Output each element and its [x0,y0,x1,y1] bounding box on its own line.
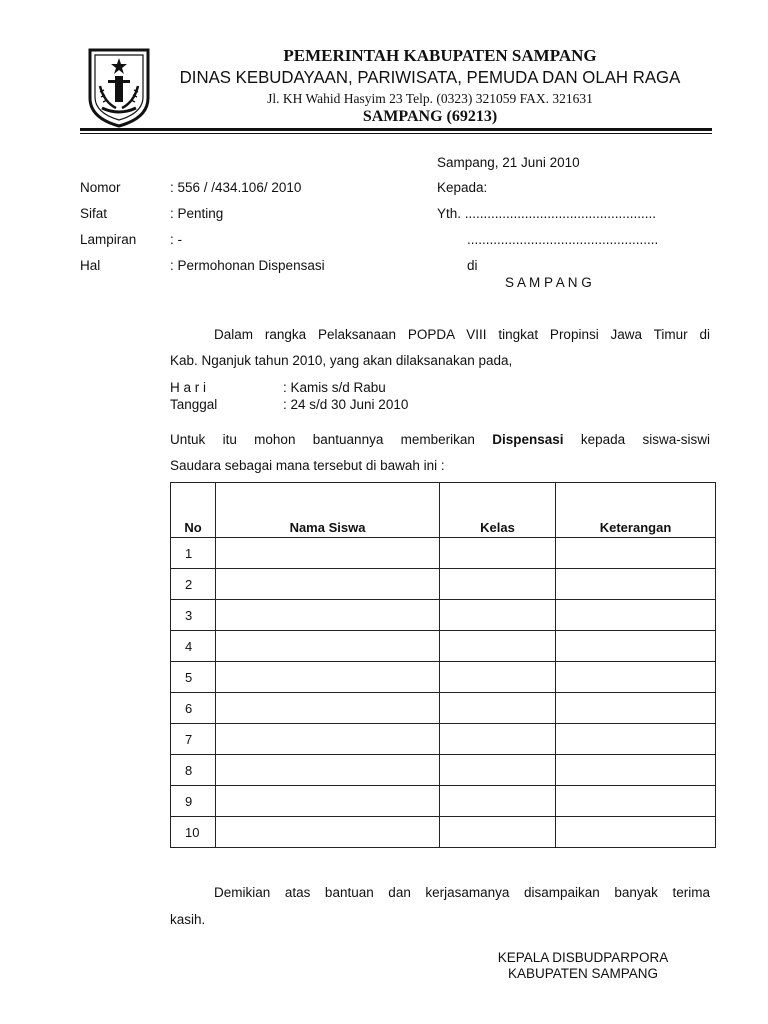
table-row [171,662,716,693]
row-number: 5 [171,662,216,693]
row-number: 10 [171,817,216,848]
place-date: Sampang, 21 Juni 2010 [437,155,580,170]
paragraph-2-bold: Dispensasi [492,432,564,447]
notes-cell [556,693,716,724]
signature-regency: KABUPATEN SAMPANG [507,966,659,981]
closing-line-1: Demikian atas bantuan dan kerjasamanya disampaikan banyak terima [214,885,710,900]
class-cell [440,600,556,631]
name-cell [216,538,440,569]
class-cell [440,786,556,817]
table-row [171,538,716,569]
table-row [171,569,716,600]
notes-cell [556,538,716,569]
column-header-no: No [171,483,216,538]
government-name: PEMERINTAH KABUPATEN SAMPANG [283,46,597,65]
notes-cell [556,817,716,848]
table-row [171,631,716,662]
row-number: 6 [171,693,216,724]
city-postcode: SAMPANG (69213) [362,108,498,125]
recipient-yth: Yth. ................................................... [437,206,657,221]
letterhead-divider-thin [80,133,712,134]
closing-line-2: kasih. [170,912,206,927]
name-cell [216,755,440,786]
office-address: Jl. KH Wahid Hasyim 23 Telp. (0323) 321059 FAX. 321631 [267,91,593,106]
paragraph-2-text: Untuk itu mohon bantuannya memberikan [170,432,493,447]
name-cell [216,631,440,662]
class-cell [440,817,556,848]
table-row [171,786,716,817]
column-header-notes: Keterangan [556,483,716,538]
row-number: 9 [171,786,216,817]
name-cell [216,600,440,631]
row-number: 2 [171,569,216,600]
notes-cell [556,724,716,755]
table-row [171,600,716,631]
meta-label-nomor: Nomor [80,180,121,195]
row-number: 4 [171,631,216,662]
table-row [171,755,716,786]
notes-cell [556,569,716,600]
class-cell [440,631,556,662]
class-cell [440,693,556,724]
class-cell [440,724,556,755]
meta-value-nomor: : 556 / /434.106/ 2010 [170,180,302,195]
row-number: 1 [171,538,216,569]
recipient-dots: ................................................... [467,232,659,247]
student-table [170,482,716,848]
hari-value: : Kamis s/d Rabu [283,380,386,395]
column-header-name: Nama Siswa [216,483,440,538]
meta-value-hal: : Permohonan Dispensasi [170,258,325,273]
notes-cell [556,755,716,786]
row-number: 7 [171,724,216,755]
recipient-place: S A M P A N G [505,275,592,290]
table-row [171,817,716,848]
recipient-di: di [467,258,478,273]
name-cell [216,693,440,724]
name-cell [216,569,440,600]
class-cell [440,662,556,693]
paragraph-2-text-end: kepada siswa-siswi [563,432,710,447]
recipient-to: Kepada: [437,180,488,195]
paragraph-1-line-1: Dalam rangka Pelaksanaan POPDA VIII tingkat Propinsi Jawa Timur di [214,327,710,342]
table-row [171,724,716,755]
paragraph-2-line-1 [170,432,710,448]
name-cell [216,662,440,693]
meta-value-sifat: : Penting [170,206,224,221]
department-name: DINAS KEBUDAYAAN, PARIWISATA, PEMUDA DAN OLAH RAGA [179,67,681,87]
meta-value-lampiran: : - [170,232,182,247]
meta-label-lampiran: Lampiran [80,232,137,247]
notes-cell [556,600,716,631]
tanggal-value: : 24 s/d 30 Juni 2010 [283,397,409,412]
class-cell [440,755,556,786]
hari-label: H a r i [170,380,207,395]
signature-title: KEPALA DISBUDPARPORA [497,950,669,965]
meta-label-sifat: Sifat [80,206,108,221]
notes-cell [556,662,716,693]
name-cell [216,724,440,755]
paragraph-1-line-2: Kab. Nganjuk tahun 2010, yang akan dilaksanakan pada, [170,353,513,368]
letterhead-divider-thick [80,128,712,131]
paragraph-2-line-2: Saudara sebagai mana tersebut di bawah ini : [170,458,445,473]
column-header-class: Kelas [440,483,556,538]
table-row [171,693,716,724]
class-cell [440,538,556,569]
table-header-row [171,483,716,538]
tanggal-label: Tanggal [170,397,218,412]
regency-emblem-icon [86,46,152,128]
row-number: 8 [171,755,216,786]
name-cell [216,817,440,848]
name-cell [216,786,440,817]
meta-label-hal: Hal [80,258,101,273]
class-cell [440,569,556,600]
notes-cell [556,631,716,662]
notes-cell [556,786,716,817]
row-number: 3 [171,600,216,631]
